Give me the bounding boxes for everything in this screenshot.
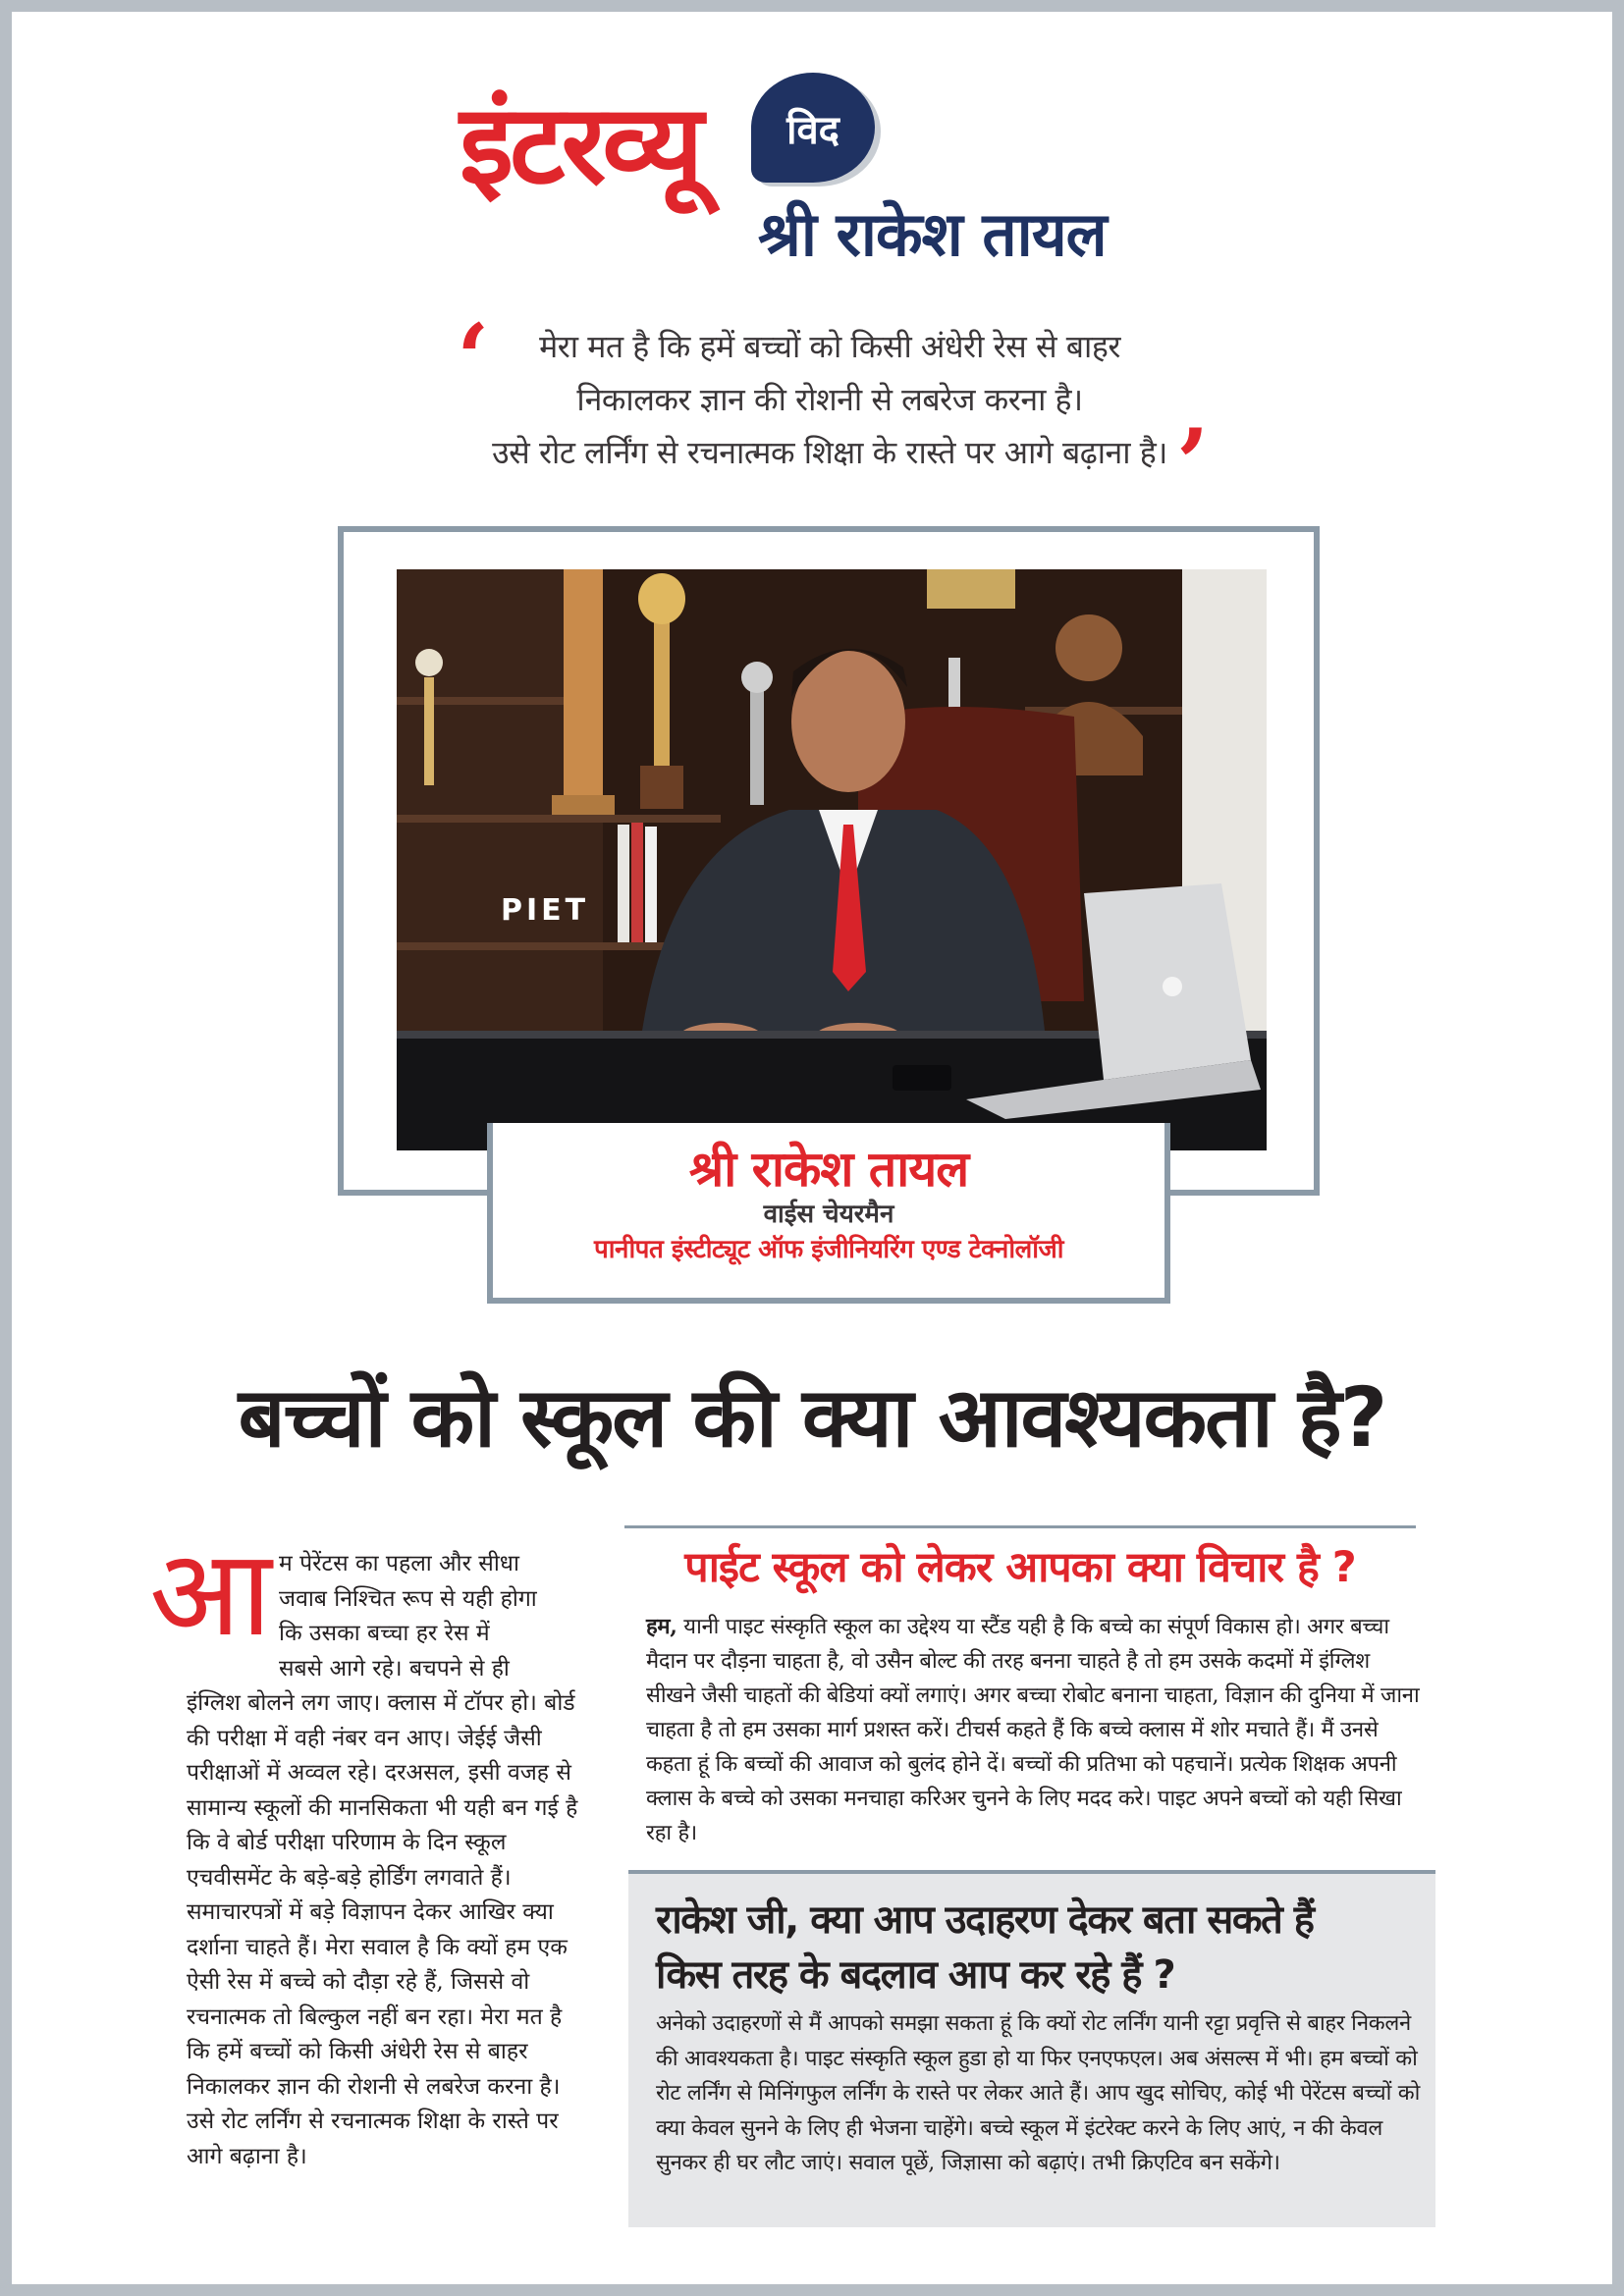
portrait-illustration xyxy=(397,569,1267,1150)
quote-line: मेरा मत है कि हमें बच्चों को किसी अंधेरी रेस से बाहर xyxy=(539,328,1120,365)
portrait-photo xyxy=(397,569,1267,1150)
drop-cap: आ xyxy=(149,1523,272,1663)
intro-line: कि उसका बच्चा हर रेस में xyxy=(279,1621,490,1646)
caption-organization: पानीपत इंस्टीट्यूट ऑफ इंजीनियरिंग एण्ड टेक्नोलॉजी xyxy=(594,1235,1063,1265)
question-line: राकेश जी, क्या आप उदाहरण देकर बता सकते हैं xyxy=(656,1897,1314,1943)
question-line: किस तरह के बदलाव आप कर रहे हैं ? xyxy=(656,1952,1175,1998)
quote-close-icon: ’ xyxy=(1176,408,1210,519)
question-heading xyxy=(656,1893,1402,2002)
answer-paragraph: अनेको उदाहरणों से मैं आपको समझा सकता हूं कि क्यों रोट लर्निंग यानी रट्टा प्रवृत्ति से बाहर निकलने की आवश्यकता है। पाइट संस्कृति स्कूल हुडा हो या फिर एनएफएल। अब अंसल्स में भी। हम बच्चों को रोट लर्निंग से मिनिंगफुल लर्निंग के रास्ते पर लेकर आते हैं। आप खुद सोचिए, कोई भी पेरेंटस बच्चों को क्या केवल सुनने के लिए ही भेजना चाहेंगे। बच्चे स्कूल में इंटरेक्ट करने के लिए आएं, न की केवल सुनकर ही घर लौट जाएं। सवाल पूछें, जिज्ञासा को बढ़ाएं। तभी क्रिएटिव बन सकेंगे। xyxy=(656,2011,1421,2175)
quote-open-icon: ‘ xyxy=(457,303,490,414)
quote-line: उसे रोट लर्निंग से रचनात्मक शिक्षा के रास्ते पर आगे बढ़ाना है। xyxy=(492,434,1167,471)
answer-lead: हम, xyxy=(646,1614,677,1639)
piet-nameplate: PIET xyxy=(501,893,590,928)
left-column-body xyxy=(187,1547,583,2174)
pull-quote xyxy=(422,320,1237,479)
photo-caption xyxy=(487,1123,1170,1304)
section-divider xyxy=(624,1525,1416,1528)
quote-line: निकालकर ज्ञान की रोशनी से लबरेज करना है। xyxy=(576,381,1083,418)
answer-paragraph xyxy=(646,1610,1424,1850)
caption-role: वाईस चेयरमैन xyxy=(763,1200,894,1229)
question-heading: पाईट स्कूल को लेकर आपका क्या विचार है ? xyxy=(684,1543,1356,1592)
brand-title: इंटरव्यू xyxy=(460,81,700,209)
answer-text: यानी पाइट संस्कृति स्कूल का उद्देश्य या स्टैंड यही है कि बच्चे का संपूर्ण विकास हो। अगर बच्चा मैदान पर दौड़ना चाहता है, वो उसैन बोल्ट की तरह बनना चाहते है तो हम उसके कदमों में इंग्लिश सीखने जैसी चाहतों की बेडियां क्यों लगाएं। अगर बच्चा रोबोट बनाना चाहता, विज्ञान की दुनिया में जाना चाहता है तो हम उसका मार्ग प्रशस्त करें। टीचर्स कहते हैं कि बच्चे क्लास में शोर मचाते हैं। मैं उनसे कहता हूं कि बच्चों की आवाज को बुलंद होने दें। बच्चों की प्रतिभा को पहचानें। प्रत्येक शिक्षक अपनी क्लास के बच्चे को उसका मनचाहा करिअर चुनने के लिए मदद करे। पाइट अपने बच्चों को यही सिखा रहा है। xyxy=(646,1615,1420,1845)
left-column-paragraph: इंग्लिश बोलने लग जाए। क्लास में टॉपर हो। बोर्ड की परीक्षा में वही नंबर वन आए। जेईई जैसी परीक्षाओं में अव्वल रहे। दरअसल, इसी वजह से सामान्य स्कूलों की मानसिकता भी यही बन गई है कि वे बोर्ड परीक्षा परिणाम के दिन स्कूल एचवीसमेंट के बड़े-बड़े होर्डिंग लगवाते हैं। समाचारपत्रों में बड़े विज्ञापन देकर आखिर क्या दर्शाना चाहते हैं। मेरा सवाल है कि क्यों हम एक ऐसी रेस में बच्चे को दौड़ा रहे हैं, जिससे वो रचनात्मक तो बिल्कुल नहीं बन रहा। मेरा मत है कि हमें बच्चों को किसी अंधेरी रेस से बाहर निकालकर ज्ञान की रोशनी से लबरेज करना है। उसे रोट लर्निंग से रचनात्मक शिक्षा के रास्ते पर आगे बढ़ाना है। xyxy=(187,1690,578,2169)
intro-line: म पेरेंटस का पहला और सीधा xyxy=(279,1551,519,1576)
intro-line: सबसे आगे रहे। बचपने से ही xyxy=(279,1655,510,1682)
article-headline: बच्चों को स्कूल की क्या आवश्यकता है? xyxy=(238,1369,1386,1466)
subject-name: श्री राकेश तायल xyxy=(758,198,1107,270)
intro-line: जवाब निश्चित रूप से यही होगा xyxy=(279,1585,537,1612)
caption-name: श्री राकेश तायल xyxy=(688,1141,969,1198)
brand-badge: विद xyxy=(751,73,875,183)
